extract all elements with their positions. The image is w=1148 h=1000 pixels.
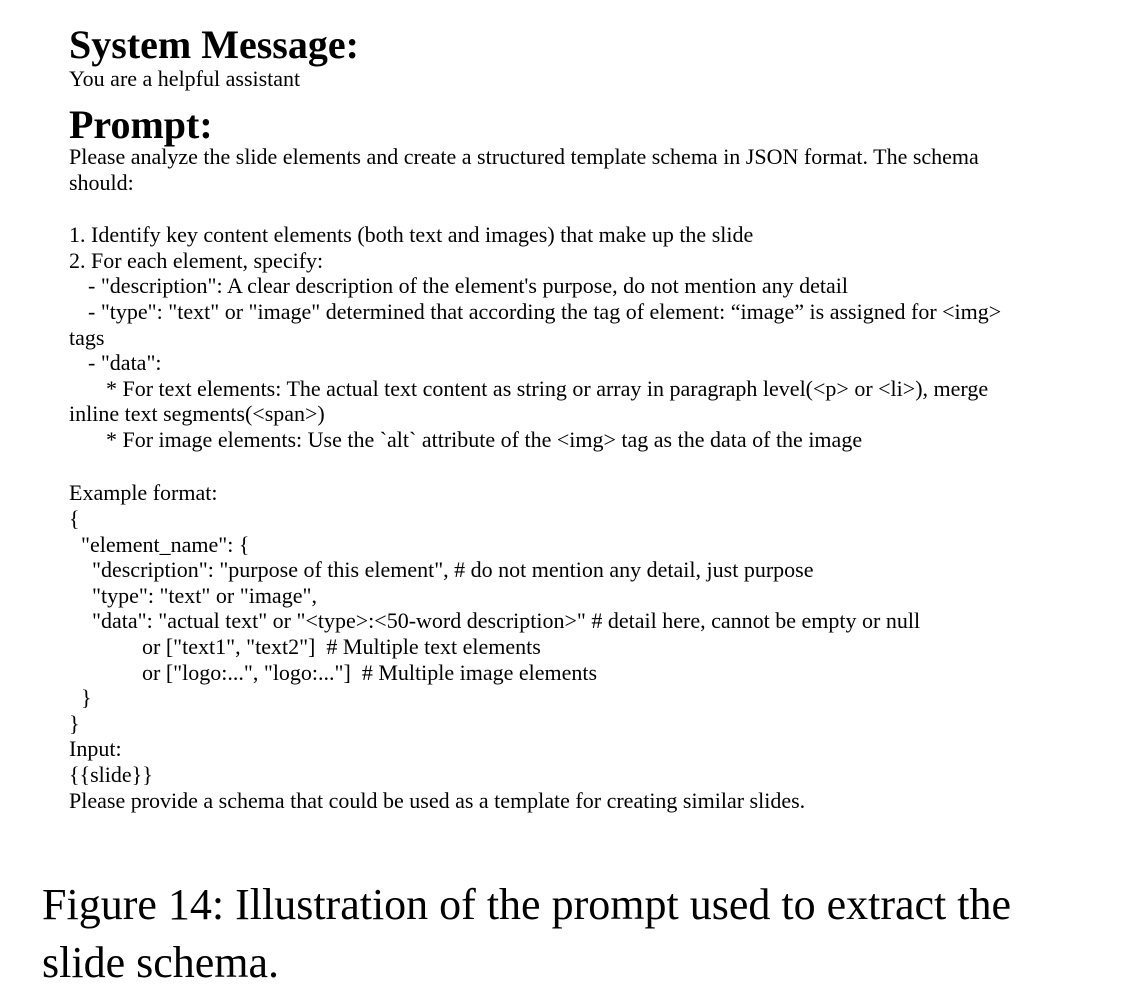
prompt-line: Input: [69,736,122,761]
prompt-line: - "data": [88,350,162,375]
prompt-line: "description": "purpose of this element", # do not mention any detail, just purpose [92,557,814,582]
prompt-line: "element_name": { [81,532,250,557]
prompt-line: should: [69,170,134,195]
system-message-heading: System Message: [69,22,359,67]
figure-caption-line-1: Figure 14: Illustration of the prompt used to extract the [42,880,1012,929]
prompt-line: {{slide}} [69,762,153,787]
prompt-line: "type": "text" or "image", [92,583,317,608]
prompt-line: 2. For each element, specify: [69,248,324,273]
prompt-line: inline text segments(<span>) [69,401,325,426]
prompt-line: * For image elements: Use the `alt` attribute of the <img> tag as the data of the image [106,427,863,452]
system-message-text: You are a helpful assistant [69,66,301,91]
prompt-line: tags [69,325,105,350]
figure-caption-line-2: slide schema. [42,938,280,987]
prompt-line: } [69,711,80,736]
prompt-line: Please analyze the slide elements and create a structured template schema in JSON format. The schema [69,144,979,169]
prompt-line: - "type": "text" or "image" determined that according the tag of element: “image” is assigned for <img> [88,299,1002,324]
prompt-line: Please provide a schema that could be used as a template for creating similar slides. [69,788,806,813]
prompt-line: * For text elements: The actual text content as string or array in paragraph level(<p> or <li>), merge [106,376,989,401]
prompt-line: { [69,506,80,531]
prompt-heading: Prompt: [69,102,213,147]
prompt-line: } [81,685,92,710]
prompt-line: or ["logo:...", "logo:..."] # Multiple image elements [142,660,598,685]
prompt-line: - "description": A clear description of the element's purpose, do not mention any detail [88,273,848,298]
prompt-line: 1. Identify key content elements (both text and images) that make up the slide [69,222,754,247]
prompt-line: Example format: [69,480,218,505]
prompt-line: "data": "actual text" or "<type>:<50-word description>" # detail here, cannot be empty or null [92,608,921,633]
prompt-line: or ["text1", "text2"] # Multiple text elements [142,634,541,659]
